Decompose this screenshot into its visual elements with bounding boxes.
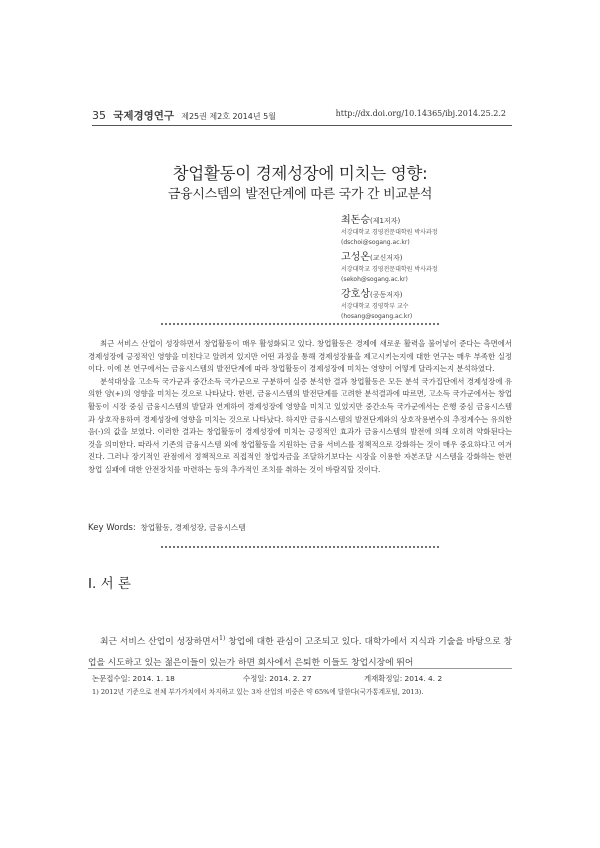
- volume-issue: 제25권 제2호 2014년 5월: [181, 112, 276, 121]
- author-affiliation: 서강대학교 경영학부 교수: [341, 303, 409, 310]
- received-date: 논문접수일: 2014. 1. 18: [92, 674, 175, 683]
- footnote-rule: [88, 668, 512, 669]
- doi-link[interactable]: http://dx.doi.org/10.14365/ibj.2014.25.2.2: [335, 109, 506, 118]
- paper-title: 창업활동이 경제성장에 미치는 영향:: [172, 164, 428, 183]
- author-role: (공동저자): [369, 291, 403, 299]
- body-text-start: 최근 서비스 산업이 성장하면서: [100, 637, 220, 647]
- paper-subtitle: 금융시스템의 발전단계에 따른 국가 간 비교분석: [167, 187, 433, 202]
- journal-name: 국제경영연구: [113, 110, 175, 122]
- author-email: (sekoh@sogang.ac.kr): [341, 276, 408, 283]
- page-number: 35: [92, 109, 106, 122]
- author-affiliation: 서강대학교 경영전문대학원 박사과정: [341, 229, 438, 236]
- author-email: (dschoi@sogang.ac.kr): [341, 239, 410, 246]
- accepted-date: 게재확정일: 2014. 4. 2: [364, 674, 443, 683]
- author-name: 고성온: [341, 252, 370, 263]
- author-block: [341, 282, 412, 321]
- keywords: [88, 522, 246, 533]
- author-affiliation: 서강대학교 경영전문대학원 박사과정: [341, 266, 438, 273]
- abstract-paragraph: 분석대상을 고소득 국가군과 중간소득 국가군으로 구분하여 실증 분석한 결과 창업활동은 모든 분석 국가집단에서 경제성장에 유의한 양(+)의 영향을 미치는 것으로 나타났다. 한편, 금융시스템의 발전단계를 고려한 분석결과에 따르면, 고소득 국가군에서는 창업활동이 시장 중심 금융시스템의 발달과 연계하여 경제성장에 영향을 미치고 있었지만 중간소득 국가군에서는 은행 중심 금융시스템과 상호작용하여 경제성장에 영향을 미치는 것으로 나타났다. 하지만 금융시스템의 발전단계와의 상호작용변수의 추정계수는 유의한 음(-)의 값을 보였다. 이러한 결과는 창업활동이 경제성장에 미치는 긍정적인 효과가 금융시스템의 발전에 의해 오히려 약화된다는 것을 의미한다. 따라서 기존의 금융시스템 외에 창업활동을 지원하는 금융 서비스를 정책적으로 강화하는 것이 매우 중요하다고 여겨진다. 그러나 장기적인 관점에서 정책적으로 직접적인 창업자금을 조달하기보다는 시장을 이용한 자본조달 시스템을 강화하는 한편 창업 실패에 대한 안전장치를 마련하는 등의 추가적인 조치를 취하는 것이 바람직할 것이다.: [88, 376, 512, 474]
- keywords-value: 창업활동, 경제성장, 금융시스템: [140, 523, 246, 532]
- abstract: [88, 338, 512, 477]
- dotted-divider: [160, 546, 440, 548]
- dotted-divider: [160, 323, 440, 325]
- author-role: (교신저자): [369, 254, 403, 262]
- header-rule: [92, 125, 512, 126]
- author-role: (제1저자): [369, 217, 401, 225]
- section-heading: Ⅰ. 서 론: [88, 576, 131, 592]
- body-text-rest: 창업에 대한 관심이 고조되고 있다. 대학가에서 지식과 기술을 바탕으로 창업을 시도하고 있는 젊은이들이 있는가 하면 회사에서 은퇴한 이들도 창업시장에 뛰어: [88, 637, 512, 668]
- author-email: (hosang@sogang.ac.kr): [341, 313, 413, 320]
- keywords-label: Key Words:: [88, 523, 136, 533]
- author-block: [341, 245, 438, 284]
- author-block: [341, 208, 438, 247]
- author-name: 강호상: [341, 289, 370, 300]
- footnote-ref[interactable]: 1): [219, 635, 226, 642]
- running-header: [92, 108, 276, 123]
- footnote: 1) 2012년 기준으로 전체 부가가치에서 차지하고 있는 3차 산업의 비중은 약 65%에 달한다(국가통계포털, 2013).: [92, 688, 424, 696]
- revised-date: 수정일: 2014. 2. 27: [243, 674, 312, 683]
- abstract-paragraph: 최근 서비스 산업이 성장하면서 창업활동이 매우 활성화되고 있다. 창업활동은 경제에 새로운 활력을 불어넣어 준다는 측면에서 경제성장에 긍정적인 영향을 미친다고 알려져 있지만 어떤 과정을 통해 경제성장률을 제고시키는지에 대한 연구는 매우 부족한 실정이다. 이에 본 연구에서는 금융시스템의 발전단계에 따라 창업활동이 경제성장에 미치는 영향이 어떻게 달라지는지 분석하였다.: [88, 339, 512, 374]
- author-name: 최돈승: [341, 215, 370, 226]
